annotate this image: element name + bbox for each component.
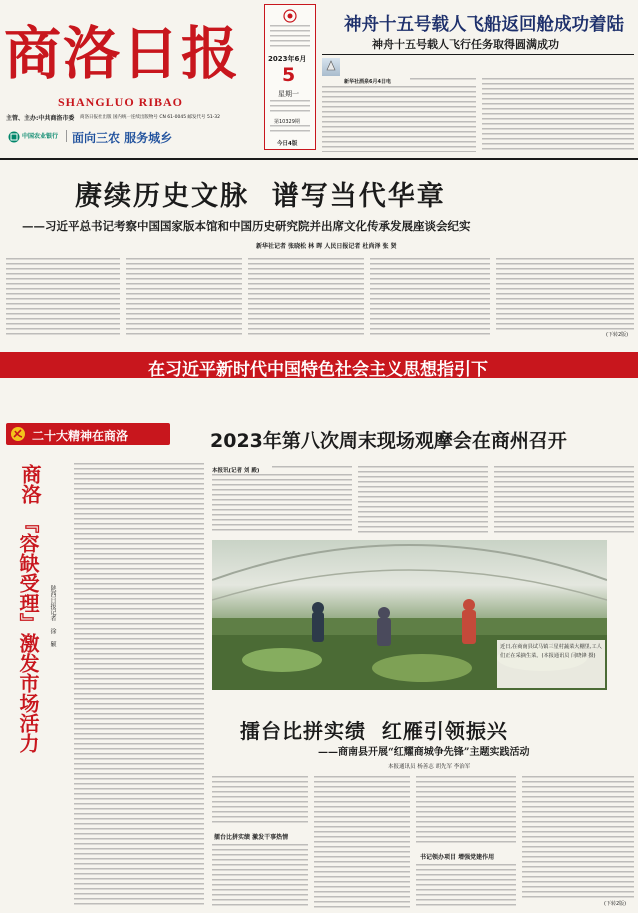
side-column-title-top: 商洛 <box>18 464 42 504</box>
bank-slogan: 面向三农 服务城乡 <box>72 131 173 145</box>
bottom-text-col2 <box>314 776 410 908</box>
bottom-subhead: ——商南县开展“红耀商城争先锋”主题实践活动 <box>318 747 530 758</box>
side-column-byline: 陕西日报记者 徐 颖 <box>49 585 56 647</box>
photo-caption <box>611 540 633 690</box>
lead-subhead: ——习近平总书记考察中国国家版本馆和中国历史研究院并出席文化传承发展座谈会纪实 <box>22 219 471 233</box>
lead-text-col3 <box>248 258 364 336</box>
bottom-headline: 擂台比拼实绩 红雁引领振兴 <box>240 719 508 743</box>
top-story-text-col1b <box>322 86 476 152</box>
date-pages: 今日4版 <box>277 141 298 147</box>
top-story-subhead: 神舟十五号载人飞行任务取得圆满成功 <box>372 38 559 51</box>
date-day: 5 <box>282 64 296 86</box>
date-box-text-low <box>270 125 310 135</box>
bottom-text-col1a <box>212 776 308 826</box>
masthead-title: 商洛日报 <box>4 20 240 87</box>
date-weekday: 星期一 <box>278 90 299 98</box>
bottom-text-col3b <box>416 864 516 908</box>
lead-continued: (下转2版) <box>606 332 629 338</box>
bank-logo <box>8 129 64 143</box>
banner-text: 在习近平新时代中国特色社会主义思想指引下 <box>148 360 488 380</box>
top-section-rule <box>0 158 638 160</box>
bottom-byline: 本报通讯员 杨善志 胡先军 李治军 <box>388 764 471 770</box>
weekend-text-col3 <box>494 466 634 534</box>
date-year-month: 2023年6月 <box>268 55 307 63</box>
bottom-text-col3a <box>416 776 516 846</box>
weekend-text-col1b <box>212 474 352 534</box>
lead-byline: 新华社记者 张晓松 林 晖 人民日报记者 杜尚泽 张 贤 <box>256 243 397 250</box>
bottom-sub1: 擂台比拼实绩 激发干事热情 <box>214 834 289 841</box>
emblem-icon <box>283 9 297 23</box>
masthead-sponsor: 主管、主办:中共商洛市委 <box>6 115 75 122</box>
top-story-headline: 神舟十五号载人飞船返回舱成功着陆 <box>344 15 624 35</box>
bottom-continued: (下转2版) <box>604 901 627 907</box>
masthead-pub-info: 商洛日报社出版 国内统一连续出版物号 CN 61-0045 邮发代号 51-32 <box>80 115 221 120</box>
top-story-text-col2 <box>482 78 634 152</box>
date-box-text-mid <box>270 100 310 114</box>
weekend-reporter: 本报讯(记者 刘 殿) <box>212 468 260 474</box>
capsule-icon <box>322 58 340 76</box>
date-issue: 第10329期 <box>274 119 300 125</box>
section-tag-text: 二十大精神在商洛 <box>32 429 129 443</box>
date-box-text-top <box>270 25 310 49</box>
caption-box-text: 近日,在商南县试马镇三星村蔬菜大棚里,工人们正在采摘生菜。(本报通讯员 闫晓锋 摄) <box>500 644 602 659</box>
masthead-pinyin: SHANGLUO RIBAO <box>58 95 184 109</box>
side-column-text <box>74 463 204 908</box>
rocket-photo <box>322 58 340 76</box>
lead-text-col5 <box>496 258 634 330</box>
top-story-dateline: 新华社酒泉6月4日电 <box>344 79 391 85</box>
bottom-sub2: 书记领办项目 增强党建作用 <box>420 854 495 861</box>
lead-text-col1 <box>6 258 120 336</box>
lead-headline: 赓续历史文脉 谱写当代华章 <box>75 181 446 212</box>
top-story-text-col1 <box>410 78 476 82</box>
weekend-text-col2 <box>358 466 488 534</box>
weekend-headline: 2023年第八次周末现场观摩会在商州召开 <box>210 430 567 452</box>
lead-text-col2 <box>126 258 242 336</box>
lead-text-col4 <box>370 258 490 336</box>
masthead-divider <box>66 130 67 142</box>
date-box-emblem <box>283 8 297 22</box>
bottom-text-col4 <box>522 776 634 900</box>
bottom-text-col1b <box>212 844 308 908</box>
weekend-text-col1 <box>272 466 352 470</box>
party-emblem-icon <box>10 426 26 442</box>
top-story-rule <box>322 54 634 55</box>
bank-name: 中国农业银行 <box>22 133 59 140</box>
side-column-title-main: 『容缺受理』激发市场活力 <box>16 513 40 753</box>
